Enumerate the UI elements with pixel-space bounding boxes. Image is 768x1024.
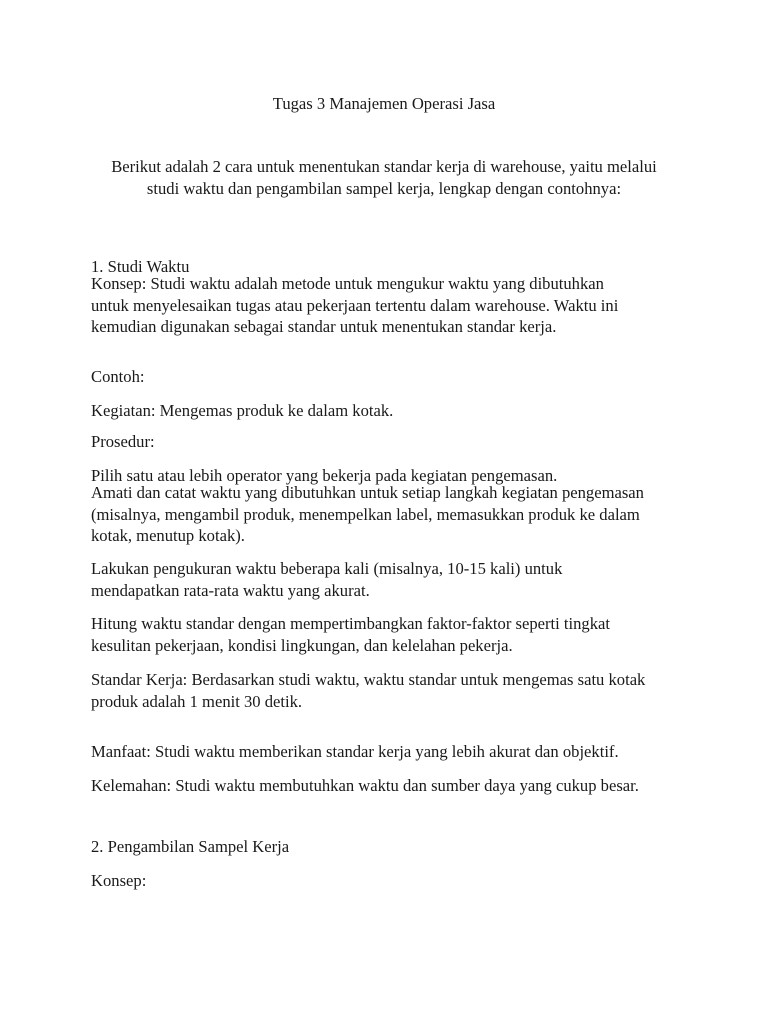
paragraph-line: produk adalah 1 menit 30 detik. (91, 691, 303, 711)
paragraph-line: kemudian digunakan sebagai standar untuk menentukan standar kerja. (91, 317, 557, 337)
prosedur-label: Prosedur: (91, 431, 155, 451)
procedure-step-3 (91, 558, 691, 601)
procedure-step-1: Pilih satu atau lebih operator yang bekerja pada kegiatan pengemasan. (91, 465, 558, 485)
intro-line: Berikut adalah 2 cara untuk menentukan standar kerja di warehouse, yaitu melalui (111, 157, 657, 176)
section-heading-pengambilan-sampel: 2. Pengambilan Sampel Kerja (91, 836, 290, 856)
intro-line: studi waktu dan pengambilan sampel kerja, lengkap dengan contohnya: (146, 178, 622, 198)
paragraph-line: Amati dan catat waktu yang dibutuhkan untuk setiap langkah kegiatan pengemasan (91, 483, 644, 502)
manfaat-paragraph: Manfaat: Studi waktu memberikan standar kerja yang lebih akurat dan objektif. (91, 741, 619, 761)
paragraph-line: mendapatkan rata-rata waktu yang akurat. (91, 580, 370, 600)
section-heading-studi-waktu: 1. Studi Waktu (91, 256, 190, 276)
paragraph-line: untuk menyelesaikan tugas atau pekerjaan tertentu dalam warehouse. Waktu ini (91, 295, 619, 315)
document-title: Tugas 3 Manajemen Operasi Jasa (272, 94, 496, 113)
konsep-paragraph (91, 273, 691, 338)
paragraph-line: Standar Kerja: Berdasarkan studi waktu, waktu standar untuk mengemas satu kotak (91, 670, 646, 689)
paragraph-line: kotak, menutup kotak). (91, 526, 245, 546)
paragraph-line: (misalnya, mengambil produk, menempelkan label, memasukkan produk ke dalam (91, 504, 640, 524)
procedure-step-2 (91, 482, 691, 547)
procedure-step-4 (91, 613, 691, 656)
standar-kerja-paragraph (91, 669, 691, 712)
kelemahan-paragraph: Kelemahan: Studi waktu membutuhkan waktu dan sumber daya yang cukup besar. (91, 775, 639, 795)
intro-paragraph (84, 156, 684, 199)
konsep-label: Konsep: (91, 870, 147, 890)
contoh-label: Contoh: (91, 366, 145, 386)
paragraph-line: Lakukan pengukuran waktu beberapa kali (misalnya, 10-15 kali) untuk (91, 559, 563, 578)
paragraph-line: kesulitan pekerjaan, kondisi lingkungan, dan kelelahan pekerja. (91, 635, 513, 655)
paragraph-line: Hitung waktu standar dengan mempertimbangkan faktor-faktor seperti tingkat (91, 614, 610, 633)
paragraph-line: Konsep: Studi waktu adalah metode untuk mengukur waktu yang dibutuhkan (91, 274, 604, 293)
kegiatan-paragraph: Kegiatan: Mengemas produk ke dalam kotak. (91, 400, 394, 420)
